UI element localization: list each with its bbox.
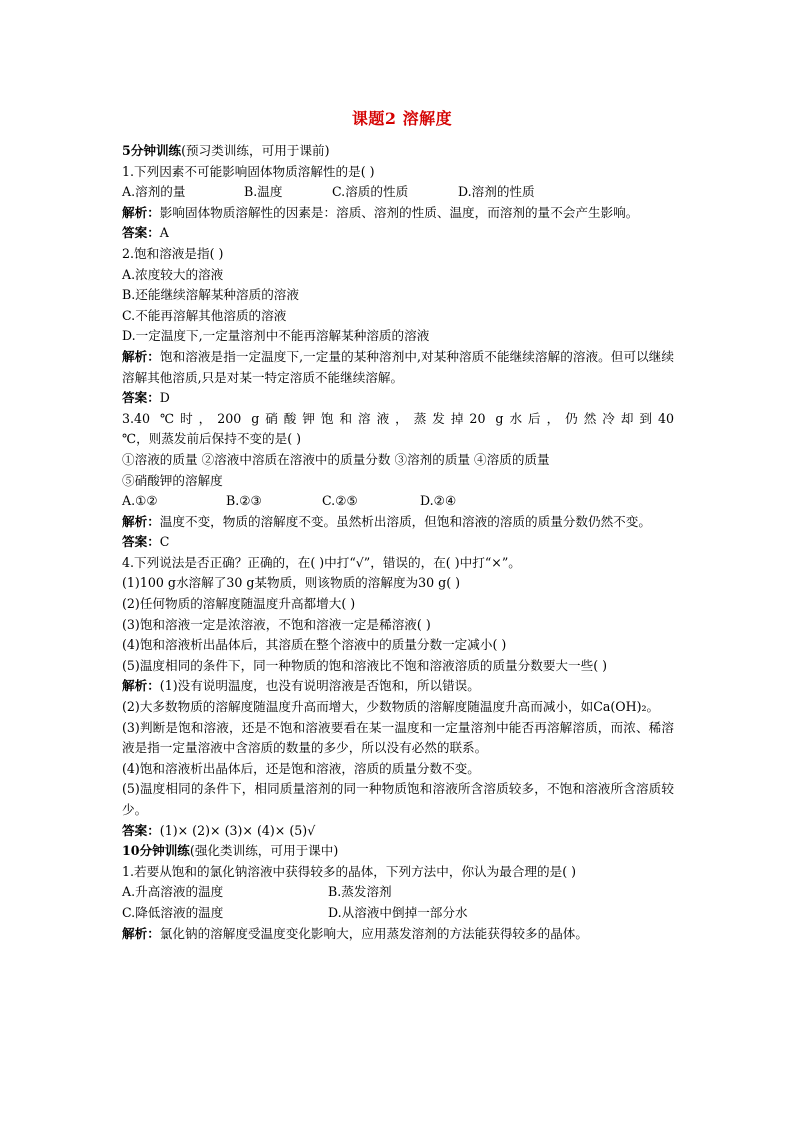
analysis-point: (2)大多数物质的溶解度随温度升高而增大，少数物质的溶解度随温度升高而减小，如Ca(OH)₂。	[122, 699, 660, 715]
statement-item: (2)任何物质的溶解度随温度升高都增大( )	[122, 596, 356, 612]
section-heading-10min: 10分钟训练(强化类训练，可用于课中)	[122, 843, 339, 859]
option-d: D.一定温度下,一定量溶剂中不能再溶解某种溶质的溶液	[122, 328, 430, 344]
option-b: B.还能继续溶解某种溶质的溶液	[122, 287, 299, 303]
answer: 答案：C	[122, 534, 170, 550]
analysis: 解析：影响固体物质溶解性的因素是：溶质、溶剂的性质、温度，而溶剂的量不会产生影响。	[122, 204, 639, 220]
option-a: A.升高溶液的温度	[122, 884, 224, 900]
analysis: 解析：饱和溶液是指一定温度下,一定量的某种溶剂中,对某种溶质不能继续溶解的溶液。但可以继续溶解其他溶质,只是对某一特定溶质不能继续溶解。	[122, 348, 674, 385]
option-a: A.浓度较大的溶液	[122, 266, 224, 282]
statement-item: (1)100 g水溶解了30 g某物质，则该物质的溶解度为30 g( )	[122, 575, 461, 591]
question-items-continued: ⑤硝酸钾的溶解度	[122, 472, 223, 488]
option-d: D.从溶液中倒掉一部分水	[328, 904, 468, 920]
question-stem: 3.40 ℃时，200 g硝酸钾饱和溶液，蒸发掉20 g水后，仍然冷却到40	[122, 410, 674, 426]
section-heading-5min: 5分钟训练(预习类训练，可用于课前)	[122, 143, 330, 158]
option-a: A.溶剂的量	[122, 184, 186, 200]
question-items: ①溶液的质量 ②溶液中溶质在溶液中的质量分数 ③溶剂的质量 ④溶质的质量	[122, 451, 550, 467]
option-c: C.溶质的性质	[332, 184, 409, 200]
question-stem: 1.下列因素不可能影响固体物质溶解性的是( )	[122, 163, 375, 179]
answer: 答案：D	[122, 390, 170, 406]
answer: 答案：(1)× (2)× (3)× (4)× (5)√	[122, 822, 316, 838]
analysis-point: (4)饱和溶液析出晶体后，还是饱和溶液，溶质的质量分数不变。	[122, 760, 480, 776]
statement-item: (4)饱和溶液析出晶体后，其溶质在整个溶液中的质量分数一定减小( )	[122, 637, 507, 653]
question-stem: 1.若要从饱和的氯化钠溶液中获得较多的晶体，下列方法中，你认为最合理的是( )	[122, 863, 577, 879]
analysis-point: (5)温度相同的条件下，相同质量溶剂的同一种物质饱和溶液所含溶质较多，不饱和溶液所含溶质较少。	[122, 781, 674, 817]
question-options	[122, 182, 674, 203]
statement-item: (3)饱和溶液一定是浓溶液，不饱和溶液一定是稀溶液( )	[122, 616, 431, 632]
option-c: C.②⑤	[322, 493, 358, 509]
option-a: A.①②	[122, 493, 158, 509]
option-d: D.②④	[420, 493, 457, 509]
option-c: C.降低溶液的温度	[122, 904, 224, 920]
question-stem-continued: ℃，则蒸发前后保持不变的是( )	[122, 431, 302, 447]
question-options	[122, 903, 674, 924]
analysis: 解析：氯化钠的溶解度受温度变化影响大，应用蒸发溶剂的方法能获得较多的晶体。	[122, 925, 588, 941]
document-content	[122, 107, 674, 944]
option-b: B.温度	[244, 184, 283, 200]
option-c: C.不能再溶解其他溶质的溶液	[122, 307, 287, 323]
question-stem: 2.饱和溶液是指( )	[122, 245, 224, 261]
analysis: 解析：(1)没有说明温度，也没有说明溶液是否饱和，所以错误。	[122, 678, 480, 694]
question-options	[122, 882, 674, 903]
option-b: B.②③	[226, 493, 262, 509]
analysis-point: (3)判断是饱和溶液，还是不饱和溶液要看在某一温度和一定量溶剂中能否再溶解溶质，而浓、稀溶液是指一定量溶液中含溶质的数量的多少，所以没有必然的联系。	[122, 719, 674, 756]
question-options	[122, 491, 674, 512]
answer: 答案：A	[122, 225, 169, 241]
statement-item: (5)温度相同的条件下，同一种物质的饱和溶液比不饱和溶液溶质的质量分数要大一些( )	[122, 657, 608, 673]
analysis: 解析：温度不变，物质的溶解度不变。虽然析出溶质，但饱和溶液的溶质的质量分数仍然不变。	[122, 513, 651, 529]
option-d: D.溶剂的性质	[458, 184, 535, 200]
option-b: B.蒸发溶剂	[328, 884, 392, 900]
question-stem: 4.下列说法是否正确？正确的，在( )中打“√”，错误的，在( )中打“×”。	[122, 554, 521, 570]
page-title: 课题2 溶解度	[351, 109, 453, 128]
